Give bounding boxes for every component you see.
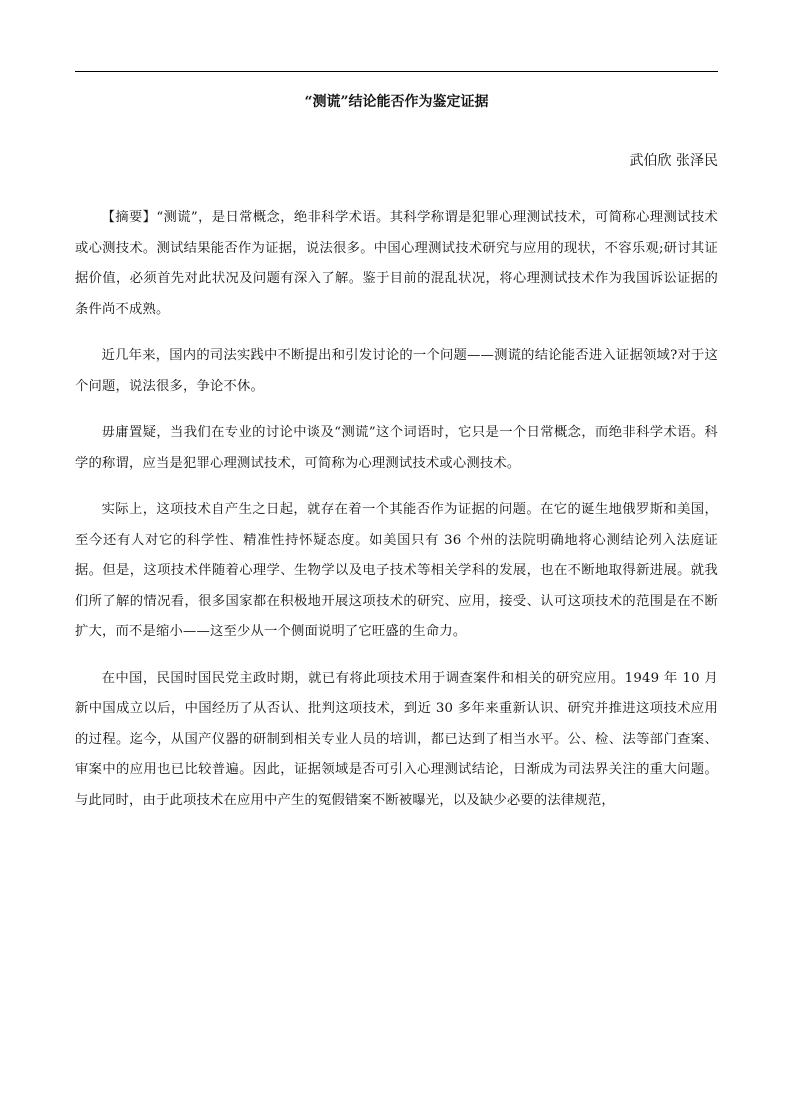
body-paragraph: 近几年来，国内的司法实践中不断提出和引发讨论的一个问题——测谎的结论能否进入证据领域?对于这个问题，说法很多，争论不休。 — [75, 348, 718, 394]
abstract-paragraph: 【摘要】“测谎”，是日常概念，绝非科学术语。其科学称谓是犯罪心理测试技术，可简称心理测试技术或心测技术。测试结果能否作为证据，说法很多。中国心理测试技术研究与应用的现状，不容乐观;研讨其证据价值，必须首先对此状况及问题有深入了解。鉴于目前的混乱状况，将心理测试技术作为我国诉讼证据的条件尚不成熟。 — [75, 210, 718, 317]
body-paragraph: 实际上，这项技术自产生之日起，就存在着一个其能否作为证据的问题。在它的诞生地俄罗斯和美国，至今还有人对它的科学性、精准性持怀疑态度。如美国只有 36 个州的法院明确地将心测结论列入法庭证据。但是，这项技术伴随着心理学、生物学以及电子技术等相关学科的发展，也在不断地取得新进展。就我们所了解的情况看，很多国家都在积极地开展这项技术的研究、应用，接受、认可这项技术的范围是在不断扩大，而不是缩小——这至少从一个侧面说明了它旺盛的生命力。 — [75, 502, 718, 639]
header-rule — [75, 71, 718, 72]
document-authors: 武伯欣 张泽民 — [629, 153, 718, 169]
document-title: “测谎”结论能否作为鉴定证据 — [304, 94, 489, 110]
body-paragraph: 毋庸置疑，当我们在专业的讨论中谈及“测谎”这个词语时，它只是一个日常概念，而绝非科学术语。科学的称谓，应当是犯罪心理测试技术，可简称为心理测试技术或心测技术。 — [75, 425, 718, 471]
body-paragraph: 在中国，民国时国民党主政时期，就已有将此项技术用于调查案件和相关的研究应用。1949 年 10 月新中国成立以后，中国经历了从否认、批判这项技术，到近 30 多年来重新认识、研究并推进这项技术应用的过程。迄今，从国产仪器的研制到相关专业人员的培训，都已达到了相当水平。公、检、法等部门查案、审案中的应用也已比较普遍。因此，证据领域是否可引入心理测试结论，日渐成为司法界关注的重大问题。与此同时，由于此项技术在应用中产生的冤假错案不断被曝光，以及缺少必要的法律规范， — [75, 670, 718, 808]
document-body — [75, 203, 718, 832]
